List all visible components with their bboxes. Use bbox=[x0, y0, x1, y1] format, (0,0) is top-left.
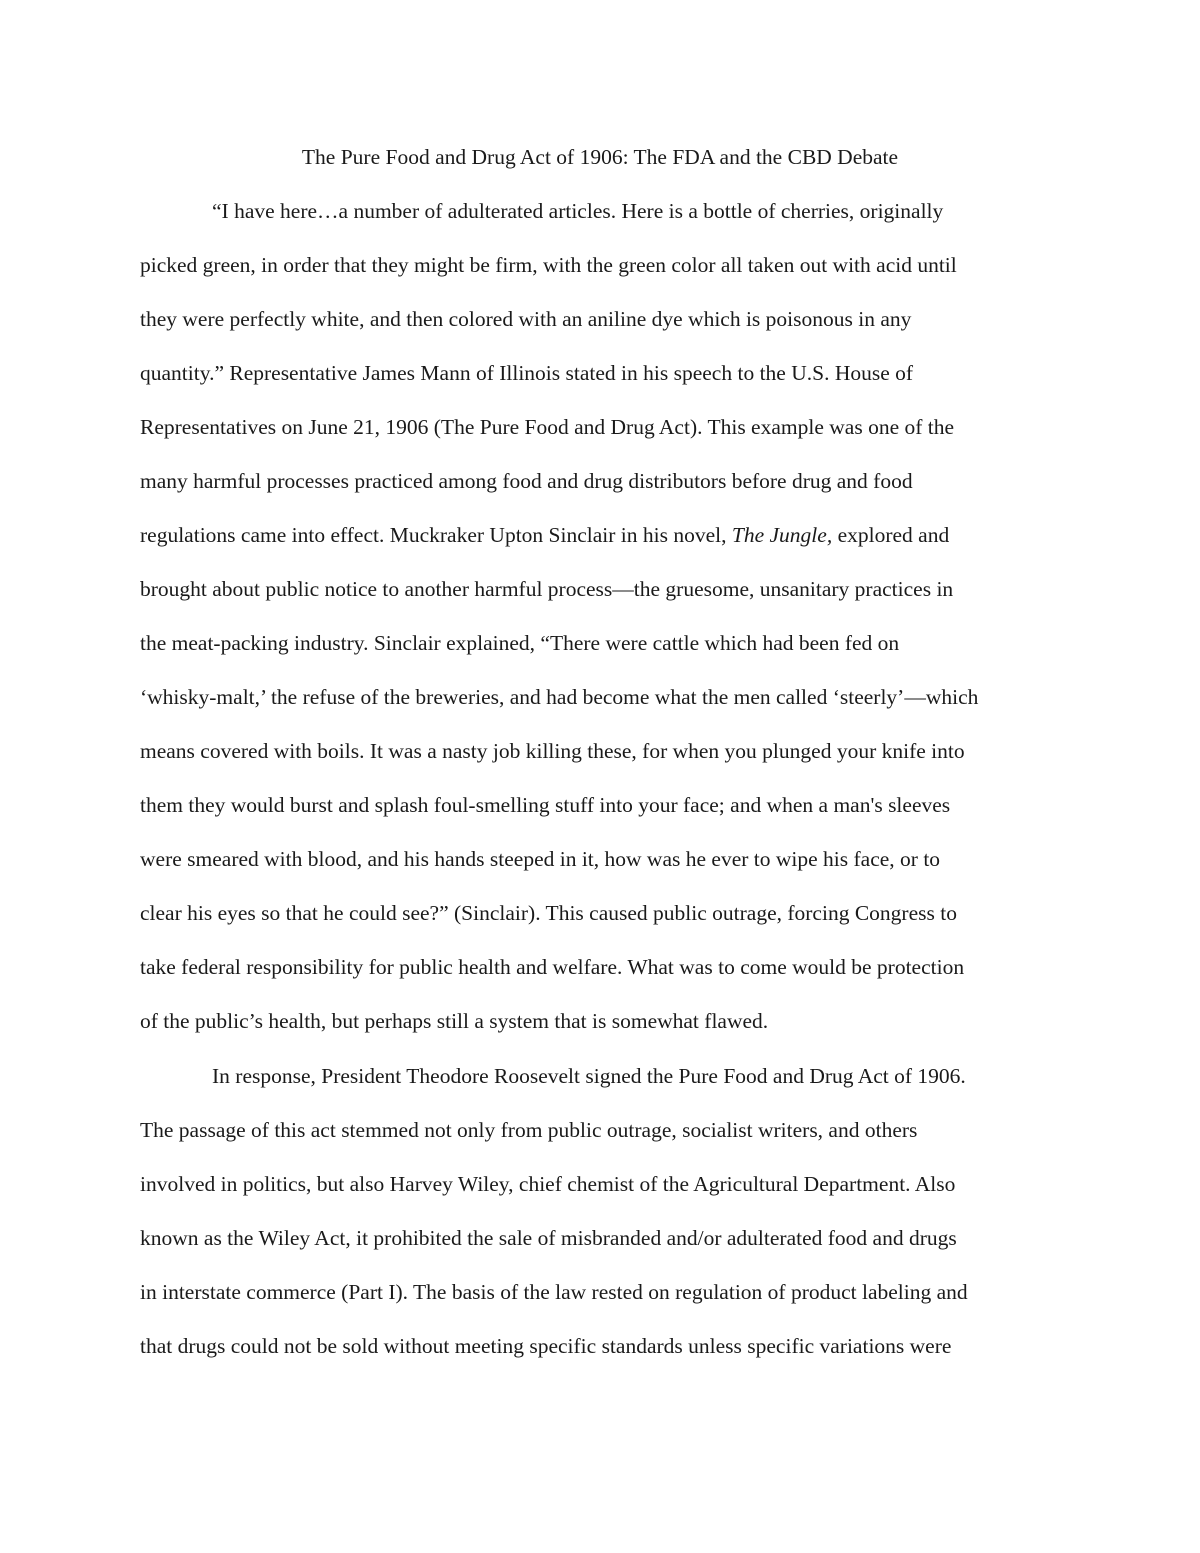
paragraph-1-line-9: the meat-packing industry. Sinclair explained, “There were cattle which had been fed on bbox=[140, 631, 900, 655]
paragraph-1-line-3: they were perfectly white, and then colored with an aniline dye which is poisonous in any bbox=[140, 307, 912, 331]
paragraph-1-line-1: “I have here…a number of adulterated articles. Here is a bottle of cherries, originally bbox=[212, 199, 944, 223]
paragraph-1-line-4: quantity.” Representative James Mann of Illinois stated in his speech to the U.S. House of bbox=[140, 361, 914, 385]
paragraph-1-line-14: clear his eyes so that he could see?” (Sinclair). This caused public outrage, forcing Congress to bbox=[140, 901, 957, 925]
paragraph-1-line-7 bbox=[140, 518, 949, 552]
paragraph-2-line-3: involved in politics, but also Harvey Wiley, chief chemist of the Agricultural Department. Also bbox=[140, 1172, 956, 1196]
paragraph-1-line-15: take federal responsibility for public health and welfare. What was to come would be protection bbox=[140, 955, 965, 979]
paragraph-1-line-5: Representatives on June 21, 1906 (The Pure Food and Drug Act). This example was one of the bbox=[140, 415, 955, 439]
paragraph-1-line-16: of the public’s health, but perhaps still a system that is somewhat flawed. bbox=[140, 1009, 769, 1033]
paragraph-1-line-7-end: explored and bbox=[832, 523, 950, 547]
paragraph-1-line-8: brought about public notice to another harmful process—the gruesome, unsanitary practices in bbox=[140, 577, 954, 601]
paragraph-2-line-6: that drugs could not be sold without meeting specific standards unless specific variations were bbox=[140, 1334, 952, 1358]
paragraph-1-line-7-start: regulations came into effect. Muckraker Upton Sinclair in his novel, bbox=[140, 523, 732, 547]
paragraph-1-line-11: means covered with boils. It was a nasty job killing these, for when you plunged your knife into bbox=[140, 739, 965, 763]
paragraph-1-line-6: many harmful processes practiced among food and drug distributors before drug and food bbox=[140, 469, 913, 493]
document-title: The Pure Food and Drug Act of 1906: The FDA and the CBD Debate bbox=[301, 145, 899, 169]
paragraph-2-line-5: in interstate commerce (Part I). The basis of the law rested on regulation of product labeling and bbox=[140, 1280, 968, 1304]
paragraph-1-line-2: picked green, in order that they might be firm, with the green color all taken out with acid until bbox=[140, 253, 957, 277]
paragraph-1-line-12: them they would burst and splash foul-smelling stuff into your face; and when a man's sleeves bbox=[140, 793, 951, 817]
paragraph-1-line-13: were smeared with blood, and his hands steeped in it, how was he ever to wipe his face, or to bbox=[140, 847, 941, 871]
paragraph-2-line-4: known as the Wiley Act, it prohibited the sale of misbranded and/or adulterated food and drugs bbox=[140, 1226, 957, 1250]
paragraph-1-line-10: ‘whisky-malt,’ the refuse of the breweries, and had become what the men called ‘steerly’—which bbox=[140, 685, 979, 709]
book-title-the-jungle: The Jungle, bbox=[731, 523, 833, 547]
paragraph-2-line-1: In response, President Theodore Roosevelt signed the Pure Food and Drug Act of 1906. bbox=[212, 1064, 966, 1088]
paragraph-2-line-2: The passage of this act stemmed not only from public outrage, socialist writers, and others bbox=[140, 1118, 918, 1142]
